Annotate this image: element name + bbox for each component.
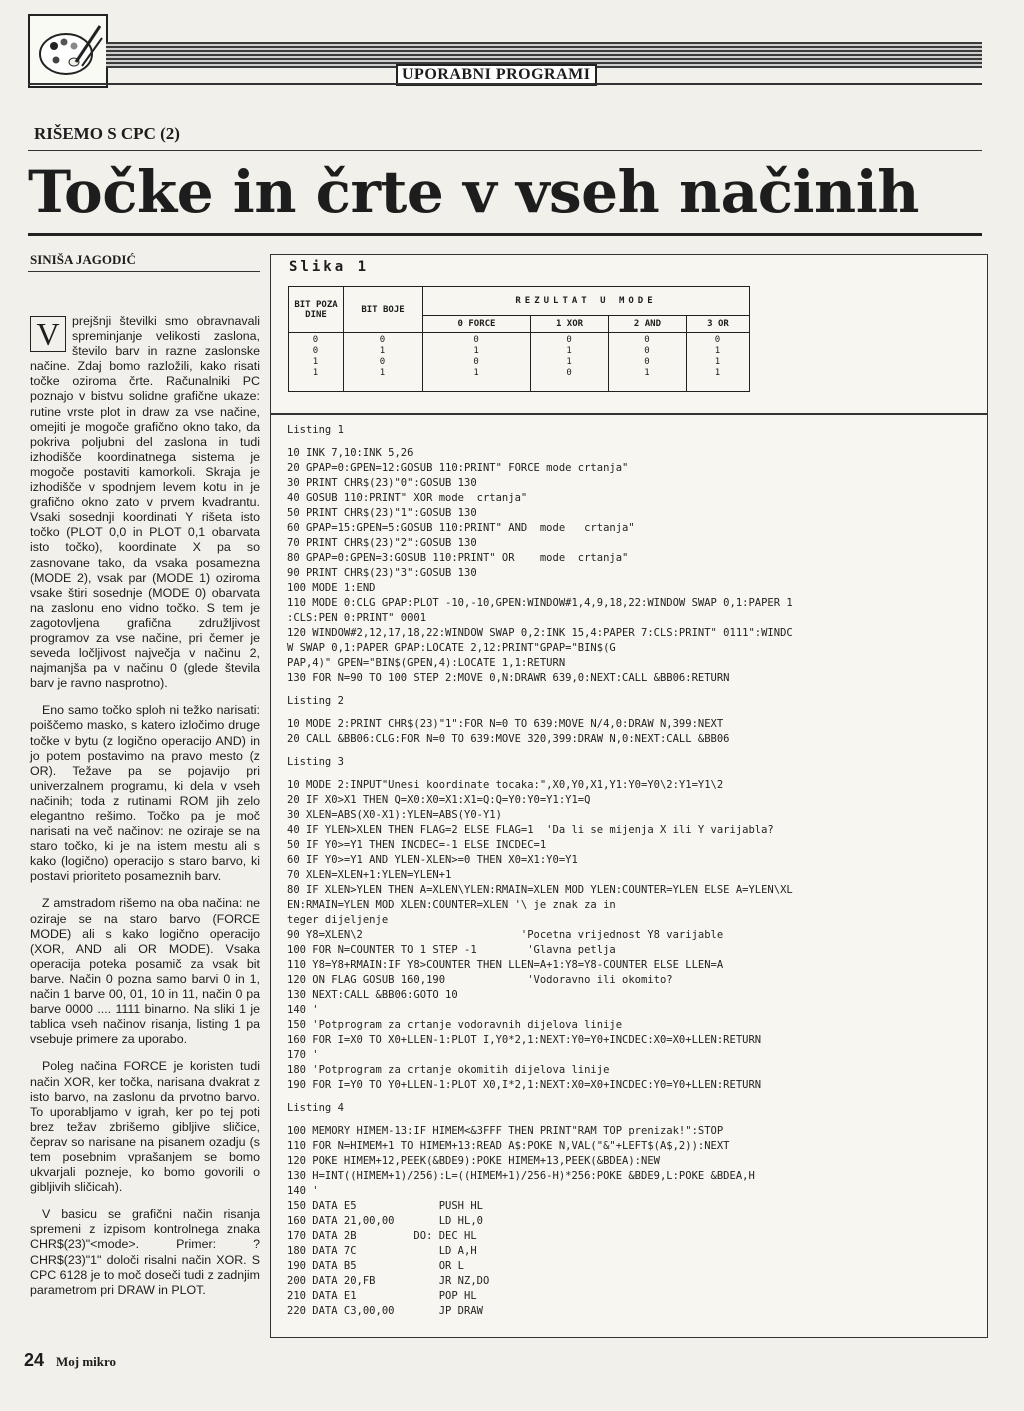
code-line: 200 DATA 20,FB JR NZ,DO <box>287 1275 490 1287</box>
bit-value: 1 <box>312 357 320 367</box>
mode-header: 2 AND <box>609 316 687 333</box>
bit-value: 0 <box>644 335 651 345</box>
code-line: EN:RMAIN=YLEN MOD XLEN:COUNTER=XLEN '\ je znak za in <box>287 899 616 911</box>
code-line: 180 'Potprogram za crtanje okomitih dijelova linije <box>287 1064 610 1076</box>
code-line: 190 FOR I=Y0 TO Y0+LLEN-1:PLOT X0,I*2,1:NEXT:X0=X0+INCDEC:Y0=Y0+LLEN:RETURN <box>287 1079 762 1091</box>
code-line: 80 IF XLEN>YLEN THEN A=XLEN\YLEN:RMAIN=XLEN MOD YLEN:COUNTER=YLEN ELSE A=YLEN\XL <box>287 884 793 896</box>
page-number: 24 <box>24 1350 45 1370</box>
bit-value: 1 <box>566 346 573 356</box>
drop-cap: V <box>30 316 66 352</box>
code-line: 110 Y8=Y8+RMAIN:IF Y8>COUNTER THEN LLEN=A+1:Y8=Y8-COUNTER ELSE LLEN=A <box>287 959 724 971</box>
code-line: 130 NEXT:CALL &BB06:GOTO 10 <box>287 989 458 1001</box>
code-line: 30 XLEN=ABS(X0-X1):YLEN=ABS(Y0-Y1) <box>287 809 502 821</box>
code-line: 120 POKE HIMEM+12,PEEK(&BDE9):POKE HIMEM+13,PEEK(&BDEA):NEW <box>287 1155 660 1167</box>
bit-column <box>423 333 531 392</box>
code-line: PAP,4)" GPEN="BIN$(GPEN,4):LOCATE 1,1:RETURN <box>287 657 566 669</box>
code-line: 50 IF Y0>=Y1 THEN INCDEC=-1 ELSE INCDEC=1 <box>287 839 547 851</box>
bit-value: 1 <box>379 346 387 356</box>
code-line: 180 DATA 7C LD A,H <box>287 1245 477 1257</box>
code-line: 70 PRINT CHR$(23)"2":GOSUB 130 <box>287 537 477 549</box>
page-title: Točke in črte v vseh načinih <box>28 158 919 226</box>
bit-column <box>609 333 687 392</box>
paragraph-text: prejšnji številki smo obravnavali spreminjanje velikosti zaslona, število barv in razne zaslonske načine. Zdaj bomo razložili, kako risati točke oziroma črte. Računalniki PC poznajo v bistvu solidne grafične ukaze: rutine vrste plot in draw za vse načine, omejiti je mogoče grafično okno tako, da pokriva poljubni del zaslona in tudi izhodišče koordinatnega sistema je mogoče postaviti kamorkoli. Skraja je izhodišče v spodnjem levem kotu in je grafično okno zato v prvem kvadrantu. Vsaki sosednji koordinati Y rišeta isto točko (PLOT 0,0 in PLOT 0,1 obarvata isto točko), koordinate X pa so zasnovane tako, da vsaka posamezna (MODE 2), vsak par (MODE 1) oziroma vsake štiri sosednje (MODE 0) obarvata na zaslonu eno vidno točko. S tem je zagotovljena grafična združljivost programov za vse načine, pri čemer je seveda ločljivost največja v načinu 2, najmanjša pa v načinu 0 (glede števila barv je ravno nasprotno). <box>30 314 260 691</box>
figure-box <box>270 254 988 414</box>
bit-value: 1 <box>714 346 722 356</box>
code-line: 60 GPAP=15:GPEN=5:GOSUB 110:PRINT" AND mode crtanja" <box>287 522 635 534</box>
mode-header: 0 FORCE <box>423 316 531 333</box>
code-line: 130 FOR N=90 TO 100 STEP 2:MOVE 0,N:DRAWR 639,0:NEXT:CALL &BB06:RETURN <box>287 672 730 684</box>
kicker: RIŠEMO S CPC (2) <box>34 124 180 143</box>
code-line: 160 DATA 21,00,00 LD HL,0 <box>287 1215 483 1227</box>
author: SINIŠA JAGODIĆ <box>30 252 136 267</box>
code-line: 80 GPAP=0:GPEN=3:GOSUB 110:PRINT" OR mode crtanja" <box>287 552 629 564</box>
code-line: 110 FOR N=HIMEM+1 TO HIMEM+13:READ A$:POKE N,VAL("&"+LEFT$(A$,2)):NEXT <box>287 1140 730 1152</box>
col-bit-boje: BIT BOJE <box>344 287 423 333</box>
code-line: 100 FOR N=COUNTER TO 1 STEP -1 'Glavna petlja <box>287 944 616 956</box>
listing-label: Listing 4 <box>287 1102 344 1114</box>
code-line: 210 DATA E1 POP HL <box>287 1290 477 1302</box>
article-body <box>30 314 260 1298</box>
article-paragraph: Poleg načina FORCE je koristen tudi način XOR, ker točka, narisana dvakrat z isto barvo, na zaslonu da prvotno barvo. To uporabljamo v igrah, ker po tej poti brez težav zbrišemo gibljive sličice, čeprav so narisane na pisanem ozadju (s tem posebnim vprašanjem se bomo ukvarjali pozneje, ko bomo govorili o gibljivih sličicah). <box>30 1059 260 1195</box>
listings-box <box>270 414 988 1338</box>
bit-column <box>686 333 749 392</box>
bit-value: 0 <box>312 335 320 345</box>
code-line: 150 DATA E5 PUSH HL <box>287 1200 483 1212</box>
code-line: 20 IF X0>X1 THEN Q=X0:X0=X1:X1=Q:Q=Y0:Y0=Y1:Y1=Q <box>287 794 591 806</box>
divider <box>28 271 260 272</box>
code-line: 90 Y8=XLEN\2 'Pocetna vrijednost Y8 varijable <box>287 929 724 941</box>
code-line: 100 MODE 1:END <box>287 582 376 594</box>
bit-value: 0 <box>566 335 573 345</box>
bit-value: 1 <box>644 368 651 378</box>
code-line: 70 XLEN=XLEN+1:YLEN=YLEN+1 <box>287 869 452 881</box>
bit-value: 0 <box>379 335 387 345</box>
code-line: W SWAP 0,1:PAPER GPAP:LOCATE 2,12:PRINT"GPAP="BIN$(G <box>287 642 616 654</box>
code-line: 130 H=INT((HIMEM+1)/256):L=((HIMEM+1)/256-H)*256:POKE &BDE9,L:POKE &BDEA,H <box>287 1170 755 1182</box>
figure-title: Slika 1 <box>289 259 370 275</box>
bit-value: 1 <box>312 368 320 378</box>
listing-label: Listing 2 <box>287 695 344 707</box>
code-line: 10 INK 7,10:INK 5,26 <box>287 447 414 459</box>
code-line: 220 DATA C3,00,00 JP DRAW <box>287 1305 483 1317</box>
bit-value: 1 <box>566 357 573 367</box>
bit-value: 1 <box>714 357 722 367</box>
article-paragraph: Z amstradom rišemo na oba načina: ne oziraje se na staro barvo (FORCE MODE) ali s kako logično operacijo (XOR, AND ali OR MODE). Vsaka operacija poteka posamič za vsak bit barve. Način 0 pozna samo barvi 0 in 1, način 1 barve 00, 01, 10 in 11, način 0 pa barve 0000 .... 1111 binarno. Na sliki 1 je tablica vseh načinov risanja, listing 1 pa vsebuje primere za uporabo. <box>30 896 260 1047</box>
listing-label: Listing 3 <box>287 756 344 768</box>
code-line: 10 MODE 2:PRINT CHR$(23)"1":FOR N=0 TO 639:MOVE N/4,0:DRAW N,399:NEXT <box>287 718 724 730</box>
bit-value: 0 <box>714 335 722 345</box>
code-line: 90 PRINT CHR$(23)"3":GOSUB 130 <box>287 567 477 579</box>
code-listings <box>271 415 987 1319</box>
divider <box>28 83 982 85</box>
code-line: 110 MODE 0:CLG GPAP:PLOT -10,-10,GPEN:WINDOW#1,4,9,18,22:WINDOW SWAP 0,1:PAPER 1 <box>287 597 793 609</box>
code-line: 120 WINDOW#2,12,17,18,22:WINDOW SWAP 0,2:INK 15,4:PAPER 7:CLS:PRINT" 0111":WINDC <box>287 627 793 639</box>
code-line: 20 GPAP=0:GPEN=12:GOSUB 110:PRINT" FORCE mode crtanja" <box>287 462 629 474</box>
code-line: 170 ' <box>287 1049 319 1061</box>
mode-header: 1 XOR <box>531 316 609 333</box>
bit-value: 0 <box>566 368 573 378</box>
bit-value: 0 <box>473 335 480 345</box>
bit-value: 1 <box>379 368 387 378</box>
article-paragraph <box>30 314 260 691</box>
bit-value: 0 <box>644 346 651 356</box>
code-line: 10 MODE 2:INPUT"Unesi koordinate tocaka:",X0,Y0,X1,Y1:Y0=Y0\2:Y1=Y1\2 <box>287 779 724 791</box>
code-line: 100 MEMORY HIMEM-13:IF HIMEM<&3FFF THEN PRINT"RAM TOP prenizak!":STOP <box>287 1125 724 1137</box>
bit-value: 0 <box>379 357 387 367</box>
code-line: 50 PRINT CHR$(23)"1":GOSUB 130 <box>287 507 477 519</box>
code-line: 160 FOR I=X0 TO X0+LLEN-1:PLOT I,Y0*2,1:NEXT:Y0=Y0+INCDEC:X0=X0+LLEN:RETURN <box>287 1034 762 1046</box>
truth-table <box>288 286 750 392</box>
code-line: 20 CALL &BB06:CLG:FOR N=0 TO 639:MOVE 320,399:DRAW N,0:NEXT:CALL &BB06 <box>287 733 730 745</box>
divider <box>28 150 982 151</box>
bit-value: 0 <box>312 346 320 356</box>
section-label: UPORABNI PROGRAMI <box>396 64 597 86</box>
bit-value: 1 <box>714 368 722 378</box>
code-line: teger dijeljenje <box>287 914 389 926</box>
divider <box>28 233 982 236</box>
code-line: 60 IF Y0>=Y1 AND YLEN-XLEN>=0 THEN X0=X1:Y0=Y1 <box>287 854 578 866</box>
code-line: 120 ON FLAG GOSUB 160,190 'Vodoravno ili okomito? <box>287 974 673 986</box>
bit-value: 0 <box>473 357 480 367</box>
bit-value: 1 <box>473 346 480 356</box>
col-result: REZULTAT U MODE <box>423 287 750 316</box>
code-line: 190 DATA B5 OR L <box>287 1260 465 1272</box>
palette-brush-icon <box>28 14 108 88</box>
code-line: 40 GOSUB 110:PRINT" XOR mode crtanja" <box>287 492 528 504</box>
article-paragraph: V basicu se grafični način risanja spremeni z izpisom kontrolnega znaka CHR$(23)"<mode>. Primer: ?CHR$(23)"1" določi risalni način XOR. S CPC 6128 je to moč doseči tudi z zadnjim parametrom pri DRAW in PLOT. <box>30 1207 260 1297</box>
publication-name: Moj mikro <box>56 1354 117 1369</box>
code-line: 150 'Potprogram za crtanje vodoravnih dijelova linije <box>287 1019 623 1031</box>
code-line: 40 IF YLEN>XLEN THEN FLAG=2 ELSE FLAG=1 'Da li se mijenja X ili Y varijabla? <box>287 824 774 836</box>
code-line: :CLS:PEN 0:PRINT" 0001 <box>287 612 427 624</box>
bit-value: 0 <box>644 357 651 367</box>
col-bit-pozadine: BIT POZA DINE <box>289 287 344 333</box>
article-paragraph: Eno samo točko sploh ni težko narisati: poiščemo masko, s katero izločimo druge točke v bytu (z logično operacijo AND) in jo potem postavimo na pravo mesto (z OR). Težave pa se pojavijo pri univerzalnem programu, ki dela v vseh načinih; toda z rutinami ROM jih zelo elegantno rešimo. Točko pa je moč narisati na več načinov: ne oziraje se na staro točko, ki je na istem mestu ali s kako (logično) operacijo s staro barvo, ki postavi prioriteto posameznih barv. <box>30 703 260 884</box>
listing-label: Listing 1 <box>287 424 344 436</box>
bit-column <box>344 333 423 392</box>
mode-header: 3 OR <box>686 316 749 333</box>
code-line: 30 PRINT CHR$(23)"0":GOSUB 130 <box>287 477 477 489</box>
bit-value: 1 <box>473 368 480 378</box>
code-line: 140 ' <box>287 1185 319 1197</box>
bit-column <box>289 333 344 392</box>
bit-column <box>531 333 609 392</box>
code-line: 170 DATA 2B DO: DEC HL <box>287 1230 477 1242</box>
code-line: 140 ' <box>287 1004 319 1016</box>
